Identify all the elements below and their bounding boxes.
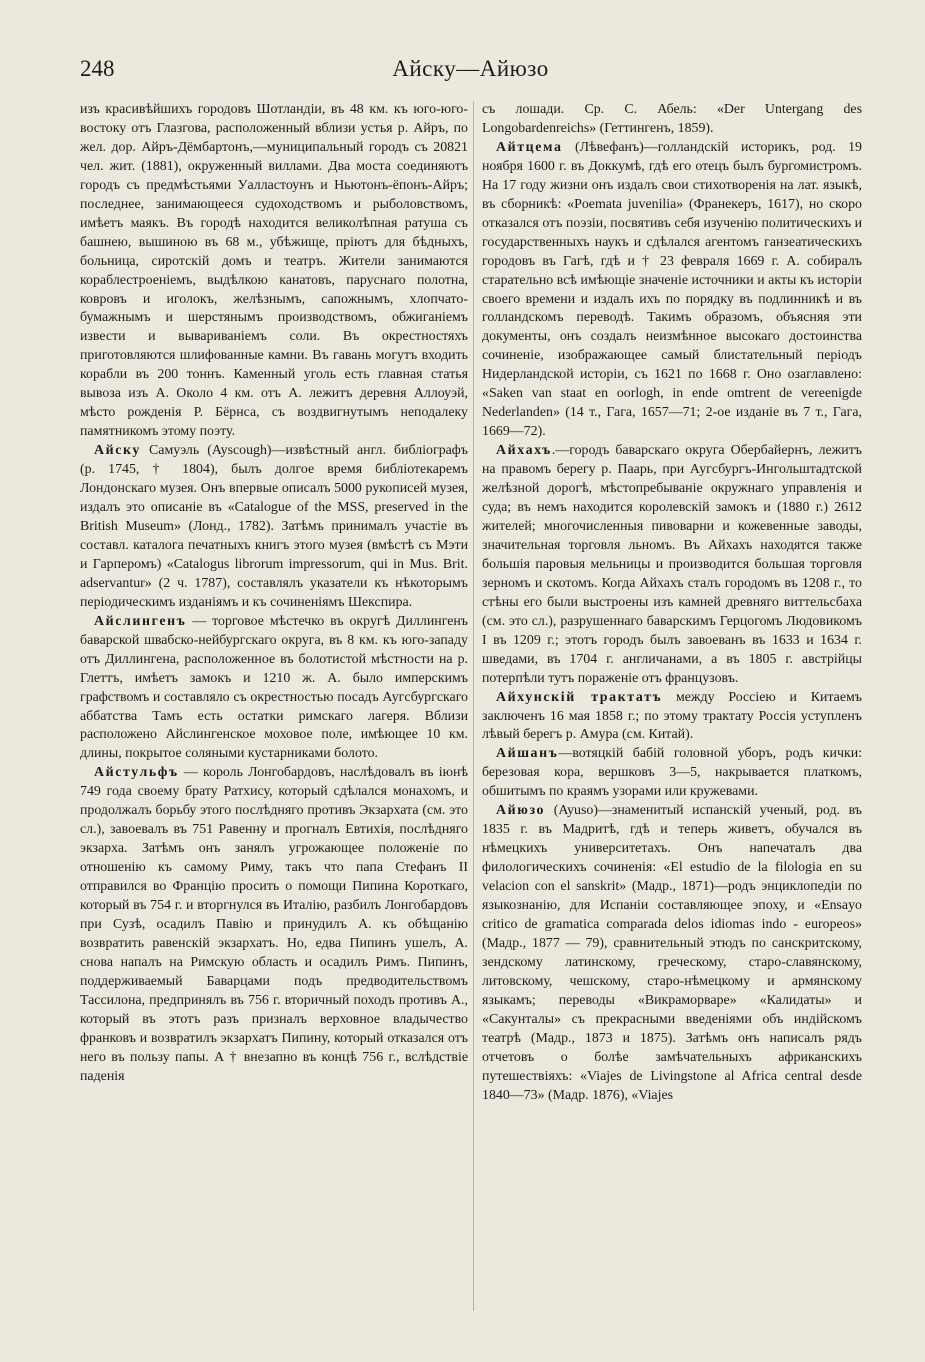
running-head: Айску—Айюзо — [392, 56, 549, 81]
entry-text: — торговое мѣстечко въ округѣ Диллингенъ баварской швабско-нейбургскаго округа, въ 8 км. къ юго-западу отъ Диллингена, расположенное въ болотистой мѣстности на р. Глеттъ, имѣетъ замокъ и 1210 ж. А. было имперскимъ графствомъ и составляло съ окрестностью посадъ Аугсбургскаго аббатства Тамъ есть остатки римскаго лагеря. Вблизи расположено Айслингенское моховое поле, имѣющее 10 км. длины, покрытое соляными кустарниками болото. — [80, 613, 468, 762]
entry-headword: Айюзо — [496, 803, 546, 819]
entry-text: — король Лонгобардовъ, наслѣдовалъ въ іюнѣ 749 года своему брату Ратхису, который сдѣлался монахомъ, и продолжалъ борьбу этого послѣдняго противъ Экзархата (см. это сл.), завоевалъ въ 751 Равенну и прогналъ Евтихія, послѣдняго экзарха. Затѣмъ онъ занялъ угрожающее положеніе по отношенію къ самому Риму, такъ что папа Стефанъ II отправился во Францію просить о помощи Пипина Короткаго, который въ 754 г. и вторгнулся въ Италію, разбилъ Лонгобардовъ при Сузѣ, осадилъ Павію и принудилъ А. къ обѣщанію возвратить равенскій экзархатъ. Но, едва Пипинъ ушелъ, А. снова напалъ на Римскую область и осадилъ Римъ. Пипинъ, поддерживаемый Баварцами подъ предводительствомъ Тассилона, предпринялъ въ 756 г. вторичный походъ противъ А., который въ этотъ разъ призналъ верховное владычество франковъ и возвратилъ экзархатъ Пипину, который отказался отъ него въ пользу папы. А † внезапно въ концѣ 756 г., вслѣдствіе паденія — [80, 765, 468, 1084]
entry-aigun-treaty — [482, 689, 862, 746]
column-divider — [473, 101, 474, 1311]
entry-text: между Россіею и Китаемъ заключенъ 16 мая 1858 г.; по этому трактату Россія уступленъ лѣвый берегъ р. Амура (см. Китай). — [482, 689, 862, 743]
entry-aishan — [482, 745, 862, 802]
page-number: 248 — [80, 56, 115, 81]
entry-continuation — [482, 101, 862, 139]
entry-text: .—городъ баварскаго округа Обербайернъ, лежитъ на правомъ берегу р. Паарь, при Аугсбургъ-Ингольштадтской желѣзной дорогѣ, мѣстопребываніе окружнаго управленія и суда; въ немъ находится королевскій замокъ и (1880 г.) 2612 жителей; многочисленныя пивоварни и кожевенные заводы, значительная торговля льномъ. Въ Айхахъ находятся также большія паровыя мельницы и производится большая торговля зерномъ и скотомъ. Когда Айхахъ сталъ городомъ въ 1208 г., то стѣны его были выстроены изъ камней древняго виттельсбаха (см. это сл.), разрушеннаго баварскимъ Герцогомъ Людовикомъ I въ 1209 г.; этотъ городъ былъ завоеванъ въ 1633 и 1634 г. шведами, въ 1704 г. англичанами, а въ 1805 г. австрійцы потерпѣли тутъ пораженіе отъ французовъ. — [482, 443, 862, 686]
page-header — [80, 56, 861, 90]
entry-text: —вотяцкій бабій головной уборъ, родъ кички: березовая кора, вершковъ 3—5, накрывается платкомъ, обшитымъ по краямъ узорами или кружевами. — [482, 746, 862, 800]
entry-headword: Айстульфъ — [94, 765, 179, 781]
left-column — [80, 101, 468, 1087]
right-column — [482, 101, 862, 1106]
entry-headword: Айтцема — [496, 139, 563, 155]
entry-text: изъ красивѣйшихъ городовъ Шотландіи, въ 48 км. къ юго-юго-востоку отъ Глазгова, расположенный вблизи устья р. Айръ, по жел. дор. Айръ-Дёмбартонъ,—муниципальный городъ съ 20821 чел. жит. (1881), окруженный виллами. Два моста соединяютъ городъ съ предмѣстьями Уалластоунъ и Ньютонъ-ёпонъ-Айръ; последнее, занимающееся судоходствомъ и рыболовствомъ, имѣетъ маякъ. Въ городѣ находится великолѣпная ратуша съ башнею, вышиною въ 68 м., убѣжище, пріютъ для бѣдныхъ, больница, сиротскій домъ и театръ. Жители занимаются кораблестроеніемъ, выдѣлкою канатовъ, паруснаго полотна, ковровъ и иголокъ, желѣзнымъ, сапожнымъ, хлопчато-бумажнымъ и шерстянымъ производствомъ, обжиганіемъ извести и вывариваніемъ соли. Въ окрестностяхъ приготовляются шлифованные камни. Въ гавань могутъ входить корабли въ 200 тоннъ. Каменный уголь есть главная статья вывоза изъ А. Около 4 км. отъ А. лежитъ деревня Аллоуэй, мѣсто рожденія Р. Бёрнса, съ воздвигнутымъ неподалеку памятникомъ этому поэту. — [80, 102, 468, 440]
entry-headword: Айхунскій трактатъ — [496, 689, 663, 705]
entry-text: Самуэль (Ayscough)—извѣстный англ. библіографъ (р. 1745, † 1804), былъ долгое время библіотекаремъ Лондонскаго музея. Онъ впервые описалъ 5000 рукописей музея, издалъ это описаніе въ «Catalogue of the MSS, preserved in the British Museum» (Лонд., 1782). Затѣмъ принималъ участіе въ составл. каталога печатныхъ книгъ этого музея (вмѣстѣ съ Мэти и Гарперомъ) «Catalogus librorum impressorum, qui in Mus. Brit. adservantur» (2 ч. 1787), составлялъ указатели къ нѣкоторымъ періодическимъ изданіямъ и къ сочиненіямъ Шекспира. — [80, 443, 468, 610]
entry-ayuso — [482, 802, 862, 1105]
entry-aitzema — [482, 139, 862, 442]
entry-aislingen — [80, 613, 468, 765]
entry-ayscough — [80, 442, 468, 613]
entry-headword: Айхахъ — [496, 443, 552, 459]
entry-headword: Айслингенъ — [94, 613, 187, 629]
entry-continuation — [80, 101, 468, 442]
entry-text: (Ayuso)—знаменитый испанскій ученый, род. въ 1835 г. въ Мадритѣ, гдѣ и теперь живетъ, обучался въ нѣмецкихъ университетахъ. Онъ напечаталъ два филологическихъ сочиненія: «El estudio de la filologia en su velacion con el sanskrit» (Мадр., 1871)—родъ энциклопедіи по языкознанію, для Испаніи составляющее эпоху, и «Ensayo critico de gramatica comparada delos idiomas indo - europeos» (Мадр., 1877 — 79), сравнительный этюдъ по санскритскому, зендскому латинскому, греческому, старо-славянскому, литовскому, чешскому, старо-нѣмецкому и армянскому языкамъ; переводы «Викраморваре» «Калидаты» и «Сакунталы» съ прекрасными введеніями объ индійскомъ театрѣ (Мадр., 1873 и 1875). Затѣмъ онъ написалъ рядъ отчетовъ о болѣе замѣчательныхъ африканскихъ путешествіяхъ: «Viajes de Livingstone al Africa central desde 1840—73» (Мадр. 1876), «Viajes — [482, 803, 862, 1103]
entry-text: (Лѣвефанъ)—голландскій историкъ, род. 19 ноября 1600 г. въ Доккумѣ, гдѣ его отецъ былъ бургомистромъ. На 17 году жизни онъ издалъ свои стихотворенія на лат. языкѣ, въ сборникѣ: «Poemata juvenilia» (Франекеръ, 1617), но скоро отказался отъ поэзіи, посвятивъ себя изученію политическихъ и государственныхъ наукъ и сдѣлался агентомъ ганзеатическихъ городовъ въ Гагѣ, гдѣ и † 23 февраля 1669 г. А. собиралъ старательно всѣ имѣющіе значеніе источники и акты къ исторіи своего времени и издалъ ихъ по порядку въ подлинникѣ и въ голландскомъ переводѣ. Такимъ образомъ, объясняя эти документы, онъ создалъ неизмѣнное высокаго достоинства сочиненіе, изображающее самый блистательный періодъ Нидерландской исторіи, съ 1621 по 1668 г. Оно озаглавлено: «Saken van staat en oorlogh, in ende omtrent de vereenigde Nederlanden» (14 т., Гага, 1657—71; 2-ое изданіе въ 7 т., Гага, 1669—72). — [482, 139, 862, 440]
entry-headword: Айску — [94, 443, 141, 459]
entry-headword: Айшанъ — [496, 746, 559, 762]
entry-aistulf — [80, 764, 468, 1086]
entry-aichach — [482, 442, 862, 688]
entry-text: съ лошади. Ср. С. Абель: «Der Untergang des Longobardenreichs» (Геттингенъ, 1859). — [482, 102, 862, 136]
